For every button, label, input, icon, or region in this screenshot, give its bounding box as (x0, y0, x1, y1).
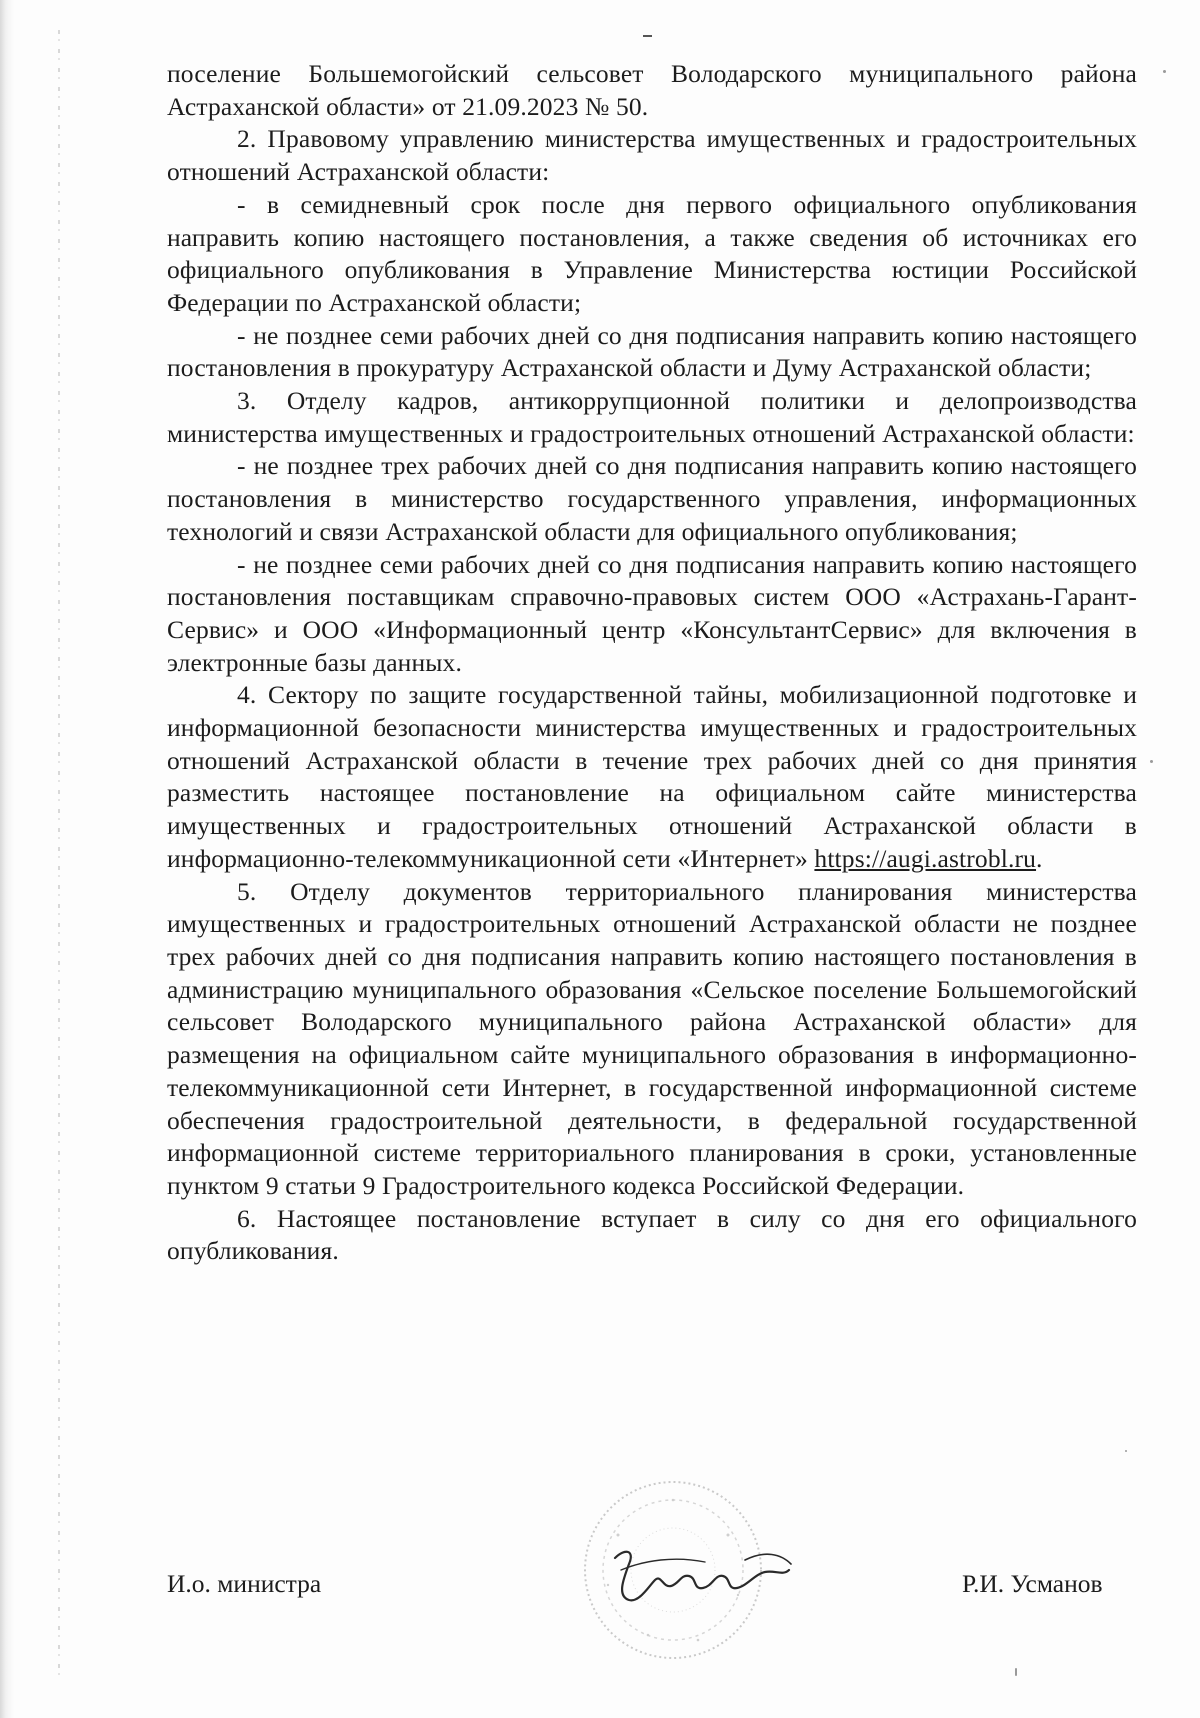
website-link[interactable]: https://augi.astrobl.ru (814, 843, 1037, 873)
paragraph-item-4-end: . (1036, 843, 1043, 873)
paragraph-item-2: 2. Правовому управлению министерства имущественных и градостроительных отношений Астраханской области: (167, 124, 1137, 187)
paragraph-item-3-sub-1: - не позднее трех рабочих дней со дня подписания направить копию настоящего постановления в министерство государственного управления, информационных технологий и связи Астраханской области для официального опубликования; (167, 451, 1137, 546)
signer-name: Р.И. Усманов (962, 1569, 1103, 1598)
paragraph-item-2-sub-1: - в семидневный срок после дня первого официального опубликования направить копию настоящего постановления, а также сведения об источниках его официального опубликования в Управление Министерства юстиции Российской Федерации по Астраханской области; (167, 189, 1137, 317)
paragraph-item-4 (167, 679, 1137, 875)
handwritten-signature (605, 1540, 795, 1610)
paragraph-item-3-sub-2: - не позднее семи рабочих дней со дня подписания направить копию настоящего постановления поставщикам справочно-правовых систем ООО «Астрахань-Гарант-Сервис» и ООО «Информационный центр «КонсультантСервис» для включения в электронные базы данных. (167, 549, 1137, 677)
paragraph-item-6: 6. Настоящее постановление вступает в силу со дня его официального опубликования. (167, 1203, 1137, 1266)
scan-edge-shadow (0, 0, 14, 1718)
paragraph-item-5: 5. Отделу документов территориального планирования министерства имущественных и градостроительных отношений Астраханской области не позднее трех рабочих дней со дня подписания направить копию настоящего постановления в администрацию муниципального образования «Сельское поселение Большемогойский сельсовет Володарского муниципального района Астраханской области» для размещения на официальном сайте муниципального образования в информационно-телекоммуникационной сети Интернет, в государственной информационной системе обеспечения градостроительной деятельности, в федеральной государственной информационной системе территориального планирования в сроки, установленные пунктом 9 статьи 9 Градостроительного кодекса Российской Федерации. (167, 876, 1137, 1200)
scan-speck (1163, 70, 1166, 73)
paragraph-item-2-sub-2: - не позднее семи рабочих дней со дня подписания направить копию настоящего постановления в прокуратуру Астраханской области и Думу Астраханской области; (167, 320, 1137, 383)
position-title: И.о. министра (167, 1569, 322, 1598)
paragraph-item-3: 3. Отделу кадров, антикоррупционной политики и делопроизводства министерства имущественных и градостроительных отношений Астраханской области: (167, 386, 1137, 448)
scan-speck (1150, 760, 1153, 763)
scan-edge-artifact (58, 30, 60, 1680)
top-page-mark (643, 35, 652, 37)
scan-speck (1015, 1668, 1017, 1676)
paragraph-continuation: поселение Большемогойский сельсовет Володарского муниципального района Астраханской области» от 21.09.2023 № 50. (167, 59, 1137, 121)
document-body (167, 58, 1137, 1268)
scan-speck (1125, 1450, 1127, 1452)
paragraph-item-4-text: 4. Сектору по защите государственной тайны, мобилизационной подготовке и информационной безопасности министерства имущественных и градостроительных отношений Астраханской области в течение трех рабочих дней со дня принятия разместить настоящее постановление на официальном сайте министерства имущественных и градостроительных отношений Астраханской области в информационно-телекоммуникационной сети «Интернет» (167, 680, 1137, 873)
